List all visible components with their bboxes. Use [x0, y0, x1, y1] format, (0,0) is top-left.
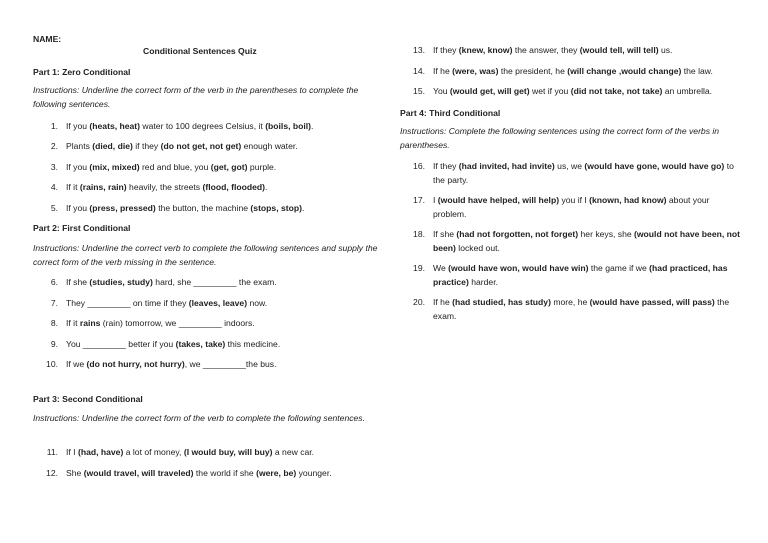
sentence-fragment: the exam.: [433, 297, 730, 321]
sentence-fragment: us.: [658, 45, 673, 55]
sentence-fragment: harder.: [468, 276, 498, 287]
sentence-fragment: wet if you: [529, 86, 571, 96]
question-number: 18.: [413, 229, 425, 239]
sentence-fragment: a lot of money,: [123, 447, 184, 457]
sentence-fragment: If they: [433, 45, 459, 55]
answer-options: (had studied, has study): [452, 297, 551, 307]
sentence-fragment: If you: [66, 121, 90, 131]
sentence-fragment: If it: [66, 182, 80, 192]
part3-instructions: Instructions: Underline the correct form of the verb to complete the following sentences.: [33, 413, 365, 423]
sentence-fragment: If he: [433, 297, 453, 307]
answer-options: (knew, know): [458, 45, 513, 55]
question-number: 3.: [50, 162, 58, 172]
sentence-fragment: water to 100 degrees Celsius, it: [140, 121, 266, 131]
answer-options: (had invited, had invite): [458, 161, 555, 171]
sentence-fragment: If we: [66, 359, 87, 369]
answer-options: (leaves, leave): [188, 298, 248, 308]
answer-options: (would have passed, will pass): [589, 297, 715, 307]
question-text: [66, 358, 376, 372]
sentence-fragment: purple.: [247, 162, 277, 172]
answer-options: (do not hurry, not hurry): [86, 359, 185, 369]
sentence-fragment: If they: [433, 161, 459, 171]
sentence-fragment: .: [311, 121, 314, 131]
answer-options: (did not take, not take): [570, 86, 663, 96]
question-number: 16.: [413, 161, 425, 171]
part2-heading: Part 2: First Conditional: [33, 223, 131, 233]
question-text: [66, 317, 376, 331]
question-number: 13.: [413, 45, 425, 55]
sentence-fragment: They _________ on time if they: [66, 298, 189, 308]
question-text: [66, 338, 376, 352]
sentence-fragment: about your problem.: [433, 195, 710, 219]
question-number: 7.: [50, 298, 58, 308]
sentence-fragment: Plants: [66, 141, 93, 151]
question-number: 9.: [50, 339, 58, 349]
question-text: [66, 446, 376, 460]
question-text: [433, 194, 743, 221]
answer-options: (had practiced, has practice): [433, 263, 728, 287]
answer-options: (had not forgotten, not forget): [456, 229, 579, 239]
sentence-fragment: locked out.: [455, 242, 500, 253]
answer-options: (would tell, will tell): [579, 45, 659, 55]
question-number: 15.: [413, 86, 425, 96]
sentence-fragment: If it: [66, 318, 80, 328]
part2-instructions: Instructions: Underline the correct verb to complete the following sentences and supply the correct form of the verb missing in the sentence.: [33, 243, 378, 267]
question-text: [66, 467, 376, 481]
question-number: 14.: [413, 66, 425, 76]
answer-options: (had, have): [77, 447, 124, 457]
sentence-fragment: an umbrella.: [662, 86, 713, 96]
sentence-fragment: I: [433, 195, 438, 205]
answer-options: (were, was): [452, 66, 499, 76]
answer-options: (do not get, not get): [160, 141, 242, 151]
sentence-fragment: If she: [66, 277, 90, 287]
sentence-fragment: the button, the machine: [155, 203, 251, 213]
question-number: 5.: [50, 203, 58, 213]
sentence-fragment: now.: [247, 298, 268, 308]
question-number: 11.: [46, 447, 58, 457]
question-text: [433, 262, 743, 289]
question-number: 1.: [50, 121, 58, 131]
part4-instructions: Instructions: Complete the following sentences using the correct form of the verbs in parentheses.: [400, 126, 720, 150]
sentence-fragment: the answer, they: [512, 45, 580, 55]
sentence-fragment: You: [433, 86, 450, 96]
sentence-fragment: enough water.: [241, 141, 298, 151]
sentence-fragment: more, he: [550, 297, 590, 307]
sentence-fragment: , we _________the bus.: [184, 359, 277, 369]
answer-options: (would travel, will traveled): [83, 468, 194, 478]
sentence-fragment: a new car.: [272, 447, 315, 457]
sentence-fragment: this medicine.: [225, 339, 281, 349]
question-text: [66, 297, 376, 311]
answer-options: (known, had know): [589, 195, 667, 205]
answer-options: (studies, study): [89, 277, 153, 287]
name-label: NAME:: [33, 34, 62, 44]
answer-options: (stops, stop): [250, 203, 302, 213]
question-number: 20.: [413, 297, 425, 307]
sentence-fragment: (rain) tomorrow, we _________ indoors.: [100, 318, 255, 328]
answer-options: (boils, boil): [265, 121, 312, 131]
answer-options: (would have helped, will help): [437, 195, 560, 205]
sentence-fragment: the law.: [681, 66, 713, 76]
sentence-fragment: her keys, she: [578, 229, 635, 239]
sentence-fragment: the world if she: [193, 468, 257, 478]
sentence-fragment: If I: [66, 447, 78, 457]
answer-options: (mix, mixed): [89, 162, 140, 172]
sentence-fragment: you if I: [559, 195, 590, 205]
question-text: [433, 160, 743, 187]
answer-options: (takes, take): [175, 339, 226, 349]
question-text: [66, 140, 376, 154]
question-number: 2.: [50, 141, 58, 151]
question-number: 10.: [46, 359, 58, 369]
question-number: 12.: [46, 468, 58, 478]
part1-heading: Part 1: Zero Conditional: [33, 67, 131, 77]
question-text: [433, 228, 743, 255]
sentence-fragment: She: [66, 468, 84, 478]
sentence-fragment: If you: [66, 203, 90, 213]
answer-options: (would have gone, would have go): [584, 161, 725, 171]
question-text: [66, 161, 376, 175]
answer-options: (press, pressed): [89, 203, 156, 213]
sentence-fragment: the game if we: [588, 263, 650, 273]
answer-options: (flood, flooded): [202, 182, 265, 192]
answer-options: (rains, rain): [79, 182, 127, 192]
answer-options: (heats, heat): [89, 121, 141, 131]
question-number: 4.: [50, 182, 58, 192]
sentence-fragment: .: [301, 203, 305, 213]
question-number: 8.: [50, 318, 58, 328]
sentence-fragment: You _________ better if you: [66, 339, 176, 349]
answer-options: (get, got): [210, 162, 248, 172]
question-text: [66, 276, 376, 290]
question-number: 19.: [413, 263, 425, 273]
sentence-fragment: If she: [433, 229, 457, 239]
sentence-fragment: .: [265, 182, 268, 192]
question-text: [66, 202, 376, 216]
sentence-fragment: the president, he: [498, 66, 568, 76]
answer-options: (will change ,would change): [567, 66, 682, 76]
sentence-fragment: younger.: [296, 468, 332, 478]
answer-options: (would get, will get): [449, 86, 530, 96]
answer-options: (I would buy, will buy): [183, 447, 273, 457]
question-text: [433, 65, 743, 79]
quiz-title: Conditional Sentences Quiz: [143, 46, 257, 56]
sentence-fragment: heavily, the streets: [126, 182, 203, 192]
sentence-fragment: If he: [433, 66, 453, 76]
answer-options: (were, be): [256, 468, 297, 478]
question-text: [66, 120, 376, 134]
sentence-fragment: If you: [66, 162, 90, 172]
part4-heading: Part 4: Third Conditional: [400, 108, 501, 118]
question-number: 6.: [50, 277, 58, 287]
question-text: [433, 44, 743, 58]
sentence-fragment: red and blue, you: [139, 162, 211, 172]
sentence-fragment: hard, she _________ the exam.: [152, 277, 277, 287]
sentence-fragment: us, we: [554, 161, 585, 171]
answer-options: (would have won, would have win): [448, 263, 589, 273]
question-text: [433, 85, 743, 99]
answer-options: rains: [79, 318, 101, 328]
question-number: 17.: [413, 195, 425, 205]
answer-options: (died, die): [92, 141, 133, 151]
part3-heading: Part 3: Second Conditional: [33, 394, 143, 404]
sentence-fragment: if they: [132, 141, 161, 151]
question-text: [433, 296, 743, 323]
sentence-fragment: to the party.: [433, 161, 734, 185]
sentence-fragment: We: [433, 263, 449, 273]
question-text: [66, 181, 376, 195]
part1-instructions: Instructions: Underline the correct form of the verb in the parentheses to complete the following sentences.: [33, 85, 359, 109]
answer-options: (would not have been, not been): [433, 229, 741, 253]
